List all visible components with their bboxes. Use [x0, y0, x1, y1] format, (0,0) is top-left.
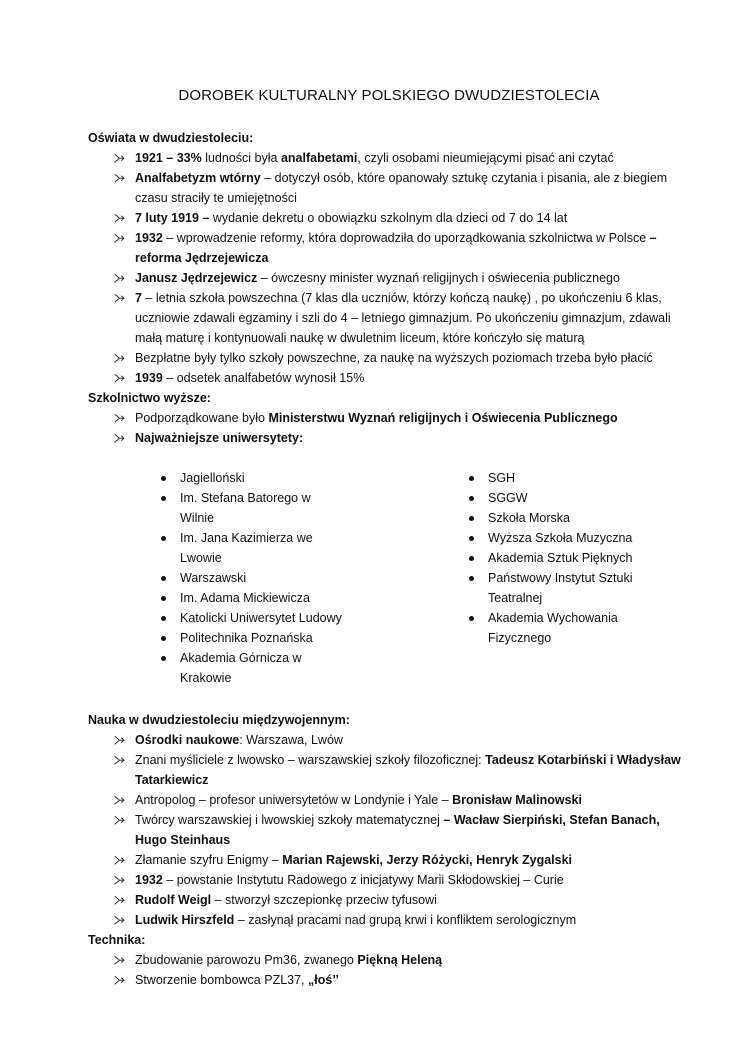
- round-bullet-icon: [469, 536, 474, 541]
- arrow-bullet-icon: [114, 875, 125, 886]
- list-item: Ośrodki naukowe: Warszawa, Lwów: [114, 730, 690, 750]
- arrow-bullet-icon: [114, 915, 125, 926]
- arrow-bullet-icon: [114, 153, 125, 164]
- list-item: Złamanie szyfru Enigmy – Marian Rajewski, Jerzy Różycki, Henryk Zygalski: [114, 850, 690, 870]
- arrow-bullet-icon: [114, 373, 125, 384]
- arrow-bullet-icon: [114, 233, 125, 244]
- university-label: Akademia Sztuk Pięknych: [488, 551, 633, 565]
- list-item: Znani myśliciele z lwowsko – warszawskiej szkoły filozoficznej: Tadeusz Kotarbiński i Władysław Tatarkiewicz: [114, 750, 690, 790]
- arrow-bullet-icon: [114, 975, 125, 986]
- university-item: [158, 588, 466, 608]
- university-item: [466, 468, 646, 488]
- list-item: Stworzenie bombowca PZL37, „łoś’’: [114, 970, 690, 990]
- arrow-bullet-icon: [114, 955, 125, 966]
- university-item: [466, 488, 646, 508]
- university-label: Warszawski: [180, 571, 247, 585]
- list-item: Janusz Jędrzejewicz – ówczesny minister wyznań religijnych i oświecenia publicznego: [114, 268, 690, 288]
- arrow-bullet-icon: [114, 213, 125, 224]
- round-bullet-icon: [161, 636, 166, 641]
- round-bullet-icon: [469, 556, 474, 561]
- university-label: Katolicki Uniwersytet Ludowy: [180, 611, 342, 625]
- list-item: 1932 – powstanie Instytutu Radowego z inicjatywy Marii Skłodowskiej – Curie: [114, 870, 690, 890]
- round-bullet-icon: [161, 596, 166, 601]
- list-item: 1932 – wprowadzenie reformy, która doprowadziła do uporządkowania szkolnictwa w Polsce – reforma Jędrzejewicza: [114, 228, 690, 268]
- university-item: [158, 608, 466, 628]
- university-item: [466, 568, 646, 608]
- round-bullet-icon: [161, 656, 166, 661]
- arrow-bullet-icon: [114, 855, 125, 866]
- list-item: Podporządkowane było Ministerstwu Wyznań religijnych i Oświecenia Publicznego: [114, 408, 690, 428]
- arrow-bullet-icon: [114, 815, 125, 826]
- oswiata-list: [88, 148, 690, 388]
- university-label: Im. Stefana Batorego w Wilnie: [180, 491, 311, 525]
- section-heading-technika: Technika:: [88, 933, 146, 947]
- university-item: [158, 628, 466, 648]
- arrow-bullet-icon: [114, 353, 125, 364]
- list-item: Najważniejsze uniwersytety:: [114, 428, 690, 448]
- round-bullet-icon: [161, 536, 166, 541]
- university-item: [158, 488, 466, 528]
- universities-left-list: [158, 468, 466, 688]
- document-title: DOROBEK KULTURALNY POLSKIEGO DWUDZIESTOLECIA: [178, 87, 600, 104]
- university-item: [158, 528, 466, 568]
- university-label: Im. Adama Mickiewicza: [180, 591, 310, 605]
- university-label: Jagielloński: [180, 471, 245, 485]
- list-item: 7 – letnia szkoła powszechna (7 klas dla uczniów, którzy kończą naukę) , po ukończeniu 6 klas, uczniowie zdawali egzaminy i szli do 4 – letniego gimnazjum. Po ukończeniu gimnazjum, zdawali małą maturę i kontynuowali naukę w dwuletnim liceum, które kończyło się maturą: [114, 288, 690, 348]
- university-item: [466, 528, 646, 548]
- section-heading-szkolnictwo: Szkolnictwo wyższe:: [88, 391, 211, 405]
- arrow-bullet-icon: [114, 413, 125, 424]
- szkolnictwo-list: [88, 408, 690, 448]
- university-label: Wyższa Szkoła Muzyczna: [488, 531, 633, 545]
- universities-right-list: [466, 468, 646, 688]
- university-item: [158, 648, 466, 688]
- arrow-bullet-icon: [114, 795, 125, 806]
- round-bullet-icon: [161, 576, 166, 581]
- list-item: Antropolog – profesor uniwersytetów w Londynie i Yale – Bronisław Malinowski: [114, 790, 690, 810]
- university-item: [466, 608, 646, 648]
- university-item: [158, 468, 466, 488]
- university-label: Akademia Górnicza w Krakowie: [180, 651, 302, 685]
- list-item: Ludwik Hirszfeld – zasłynął pracami nad grupą krwi i konfliktem serologicznym: [114, 910, 690, 930]
- round-bullet-icon: [161, 496, 166, 501]
- round-bullet-icon: [161, 476, 166, 481]
- list-item: Zbudowanie parowozu Pm36, zwanego Piękną Heleną: [114, 950, 690, 970]
- university-item: [466, 508, 646, 528]
- list-item: Analfabetyzm wtórny – dotyczył osób, które opanowały sztukę czytania i pisania, ale z biegiem czasu straciły te umiejętności: [114, 168, 690, 208]
- round-bullet-icon: [469, 616, 474, 621]
- round-bullet-icon: [161, 616, 166, 621]
- university-label: Akademia Wychowania Fizycznego: [488, 611, 618, 645]
- round-bullet-icon: [469, 516, 474, 521]
- round-bullet-icon: [469, 476, 474, 481]
- university-label: SGGW: [488, 491, 528, 505]
- universities-columns: [88, 468, 690, 688]
- university-label: Im. Jana Kazimierza we Lwowie: [180, 531, 313, 565]
- university-label: Politechnika Poznańska: [180, 631, 313, 645]
- list-item: 1939 – odsetek analfabetów wynosił 15%: [114, 368, 690, 388]
- arrow-bullet-icon: [114, 173, 125, 184]
- list-item: 1921 – 33% ludności była analfabetami, czyli osobami nieumiejącymi pisać ani czytać: [114, 148, 690, 168]
- arrow-bullet-icon: [114, 433, 125, 444]
- list-item: Bezpłatne były tylko szkoły powszechne, za naukę na wyższych poziomach trzeba było płacić: [114, 348, 690, 368]
- list-item: 7 luty 1919 – wydanie dekretu o obowiązku szkolnym dla dzieci od 7 do 14 lat: [114, 208, 690, 228]
- round-bullet-icon: [469, 496, 474, 501]
- university-item: [158, 568, 466, 588]
- university-label: SGH: [488, 471, 516, 485]
- university-label: Państwowy Instytut Sztuki Teatralnej: [488, 571, 633, 605]
- section-heading-nauka: Nauka w dwudziestoleciu międzywojennym:: [88, 713, 350, 727]
- section-heading-oswiata: Oświata w dwudziestoleciu:: [88, 131, 254, 145]
- list-item: Twórcy warszawskiej i lwowskiej szkoły matematycznej – Wacław Sierpiński, Stefan Banach, Hugo Steinhaus: [114, 810, 690, 850]
- arrow-bullet-icon: [114, 895, 125, 906]
- nauka-list: [88, 730, 690, 930]
- arrow-bullet-icon: [114, 293, 125, 304]
- technika-list: [88, 950, 690, 990]
- list-item: Rudolf Weigl – stworzył szczepionkę przeciw tyfusowi: [114, 890, 690, 910]
- university-item: [466, 548, 646, 568]
- round-bullet-icon: [469, 576, 474, 581]
- arrow-bullet-icon: [114, 273, 125, 284]
- arrow-bullet-icon: [114, 755, 125, 766]
- arrow-bullet-icon: [114, 735, 125, 746]
- university-label: Szkoła Morska: [488, 511, 570, 525]
